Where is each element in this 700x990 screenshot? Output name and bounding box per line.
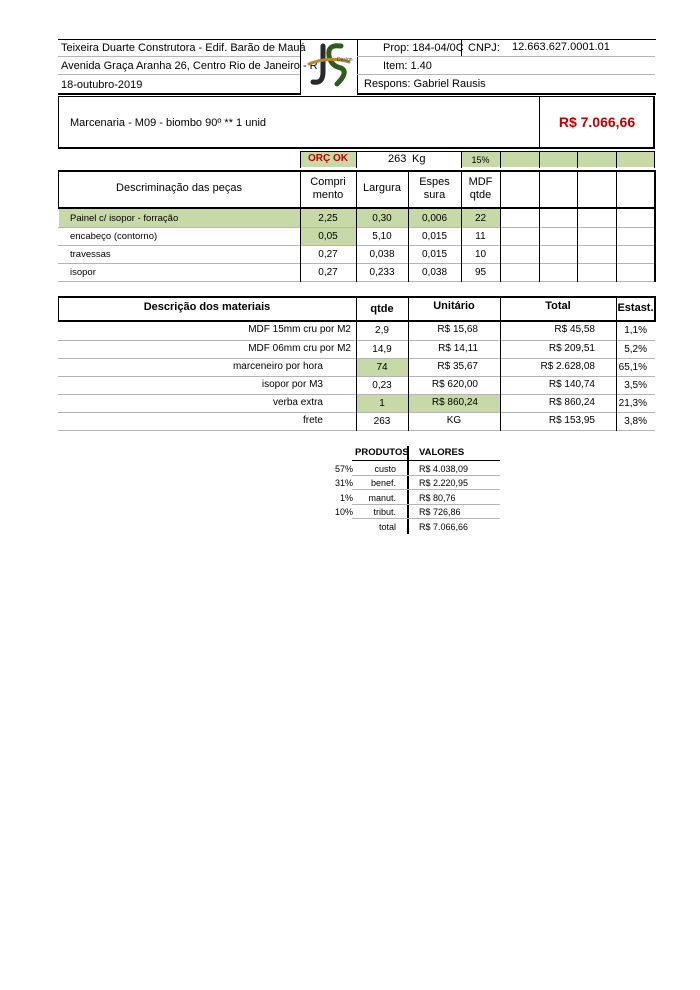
proposal-number: Prop: 184-04/0C <box>383 42 464 54</box>
materials-qtde-header: qtde <box>370 303 394 315</box>
summary-label: total <box>378 522 396 532</box>
piece-desc: encabeço (contorno) <box>70 231 158 242</box>
piece-larg: 0,233 <box>369 267 395 278</box>
material-pct: 3,5% <box>624 380 647 391</box>
material-total: R$ 860,24 <box>548 397 595 408</box>
piece-esp: 0,015 <box>421 249 448 260</box>
material-pct: 65,1% <box>618 362 647 373</box>
material-total: R$ 2.628,08 <box>540 361 595 372</box>
piece-larg: 0,038 <box>369 249 395 260</box>
material-unit: KG <box>446 415 462 426</box>
summary-pct: 57% <box>334 464 353 474</box>
material-desc: MDF 06mm cru por M2 <box>248 343 351 354</box>
piece-qtd: 11 <box>475 231 486 242</box>
piece-esp: 0,038 <box>421 267 448 278</box>
summary-label: custo <box>374 464 396 474</box>
col-mdf-header-2: qtde <box>469 189 492 201</box>
materials-estat-header: Estast. <box>617 302 654 314</box>
item-total: R$ 7.066,66 <box>558 114 636 130</box>
summary-label: benef. <box>370 478 396 488</box>
material-pct: 5,2% <box>624 344 647 355</box>
material-desc: MDF 15mm cru por M2 <box>248 324 351 335</box>
summary-value: R$ 80,76 <box>419 493 456 503</box>
piece-comp: 0,27 <box>318 267 338 278</box>
piece-larg: 5,10 <box>372 231 392 242</box>
material-unit: R$ 15,68 <box>437 324 478 335</box>
material-total: R$ 209,51 <box>548 343 595 354</box>
item-number: Item: 1.40 <box>383 60 432 72</box>
col-mdf-header-1: MDF <box>468 176 493 188</box>
address: Avenida Graça Aranha 26, Centro Rio de Janeiro - R <box>61 60 318 72</box>
material-total: R$ 45,58 <box>554 324 595 335</box>
col-comp-header-2: mento <box>312 189 344 201</box>
material-total: R$ 140,74 <box>548 379 595 390</box>
col-esp-header-1: Espes <box>419 176 450 188</box>
summary-label: manut. <box>368 493 396 503</box>
weight-unit: Kg <box>412 153 426 165</box>
piece-qtd: 10 <box>474 249 487 260</box>
orc-status: ORÇ OK <box>308 153 348 164</box>
company-name: Teixeira Duarte Construtora - Edif. Barão de Mauá <box>61 42 306 54</box>
piece-comp: 0,27 <box>318 249 338 260</box>
materials-unit-header: Unitário <box>433 300 475 312</box>
summary-pct: 10% <box>334 507 353 517</box>
item-description: Marcenaria - M09 - biombo 90º ** 1 unid <box>70 117 267 129</box>
piece-desc: travessas <box>70 249 111 260</box>
material-total: R$ 153,95 <box>548 415 595 426</box>
piece-larg: 0,30 <box>372 213 392 224</box>
piece-qtd: 95 <box>474 267 487 278</box>
piece-esp: 0,006 <box>421 213 448 224</box>
material-unit: R$ 620,00 <box>431 379 478 390</box>
piece-desc: isopor <box>70 267 96 278</box>
col-larg-header: Largura <box>363 182 401 194</box>
piece-esp: 0,015 <box>421 231 448 242</box>
cnpj-value: 12.663.627.0001.01 <box>512 41 610 53</box>
responsible: Respons: Gabriel Rausis <box>364 78 486 90</box>
col-esp-header-2: sura <box>423 189 446 201</box>
piece-qtd: 22 <box>474 213 487 224</box>
logo-caption: Design <box>337 57 353 63</box>
piece-comp: 0,05 <box>318 231 338 242</box>
piece-desc: Painel c/ isopor - forração <box>70 213 179 224</box>
summary-value: R$ 4.038,09 <box>419 464 469 474</box>
summary-value: R$ 7.066,66 <box>419 522 469 532</box>
summary-pct: 31% <box>334 478 353 488</box>
summary-value: R$ 726,86 <box>419 507 461 517</box>
material-unit: R$ 35,67 <box>437 361 478 372</box>
company-logo <box>301 40 357 93</box>
piece-comp: 2,25 <box>318 213 338 224</box>
materials-desc-header: Descrição dos materiais <box>143 301 271 313</box>
material-qtde: 14,9 <box>372 344 392 355</box>
percent-value: 15% <box>471 155 490 165</box>
col-desc-header: Descriminação das peças <box>116 182 242 194</box>
material-qtde: 263 <box>373 416 391 427</box>
material-qtde: 2,9 <box>375 325 389 336</box>
material-desc: isopor por M3 <box>261 379 323 390</box>
weight-value: 263 <box>388 153 407 165</box>
material-pct: 1,1% <box>624 325 647 336</box>
cnpj-label: CNPJ: <box>468 42 500 54</box>
summary-value: R$ 2.220,95 <box>419 478 469 488</box>
material-desc: marceneiro por hora <box>232 361 323 372</box>
material-unit: R$ 14,11 <box>438 343 478 354</box>
material-desc: frete <box>302 415 323 426</box>
material-unit: R$ 860,24 <box>431 397 478 408</box>
material-desc: verba extra <box>272 397 323 408</box>
summary-label: tribut. <box>373 507 396 517</box>
summary-valores-header: VALORES <box>419 447 465 458</box>
material-pct: 3,8% <box>624 416 647 427</box>
material-pct: 21,3% <box>618 398 647 409</box>
material-qtde: 1 <box>379 398 385 409</box>
summary-produtos-header: PRODUTOS <box>355 447 409 458</box>
summary-pct: 1% <box>339 493 353 503</box>
material-qtde: 0,23 <box>372 380 392 391</box>
materials-total-header: Total <box>545 300 571 312</box>
date: 18-outubro-2019 <box>61 79 143 91</box>
material-qtde: 74 <box>376 362 388 373</box>
col-comp-header-1: Compri <box>310 176 346 188</box>
